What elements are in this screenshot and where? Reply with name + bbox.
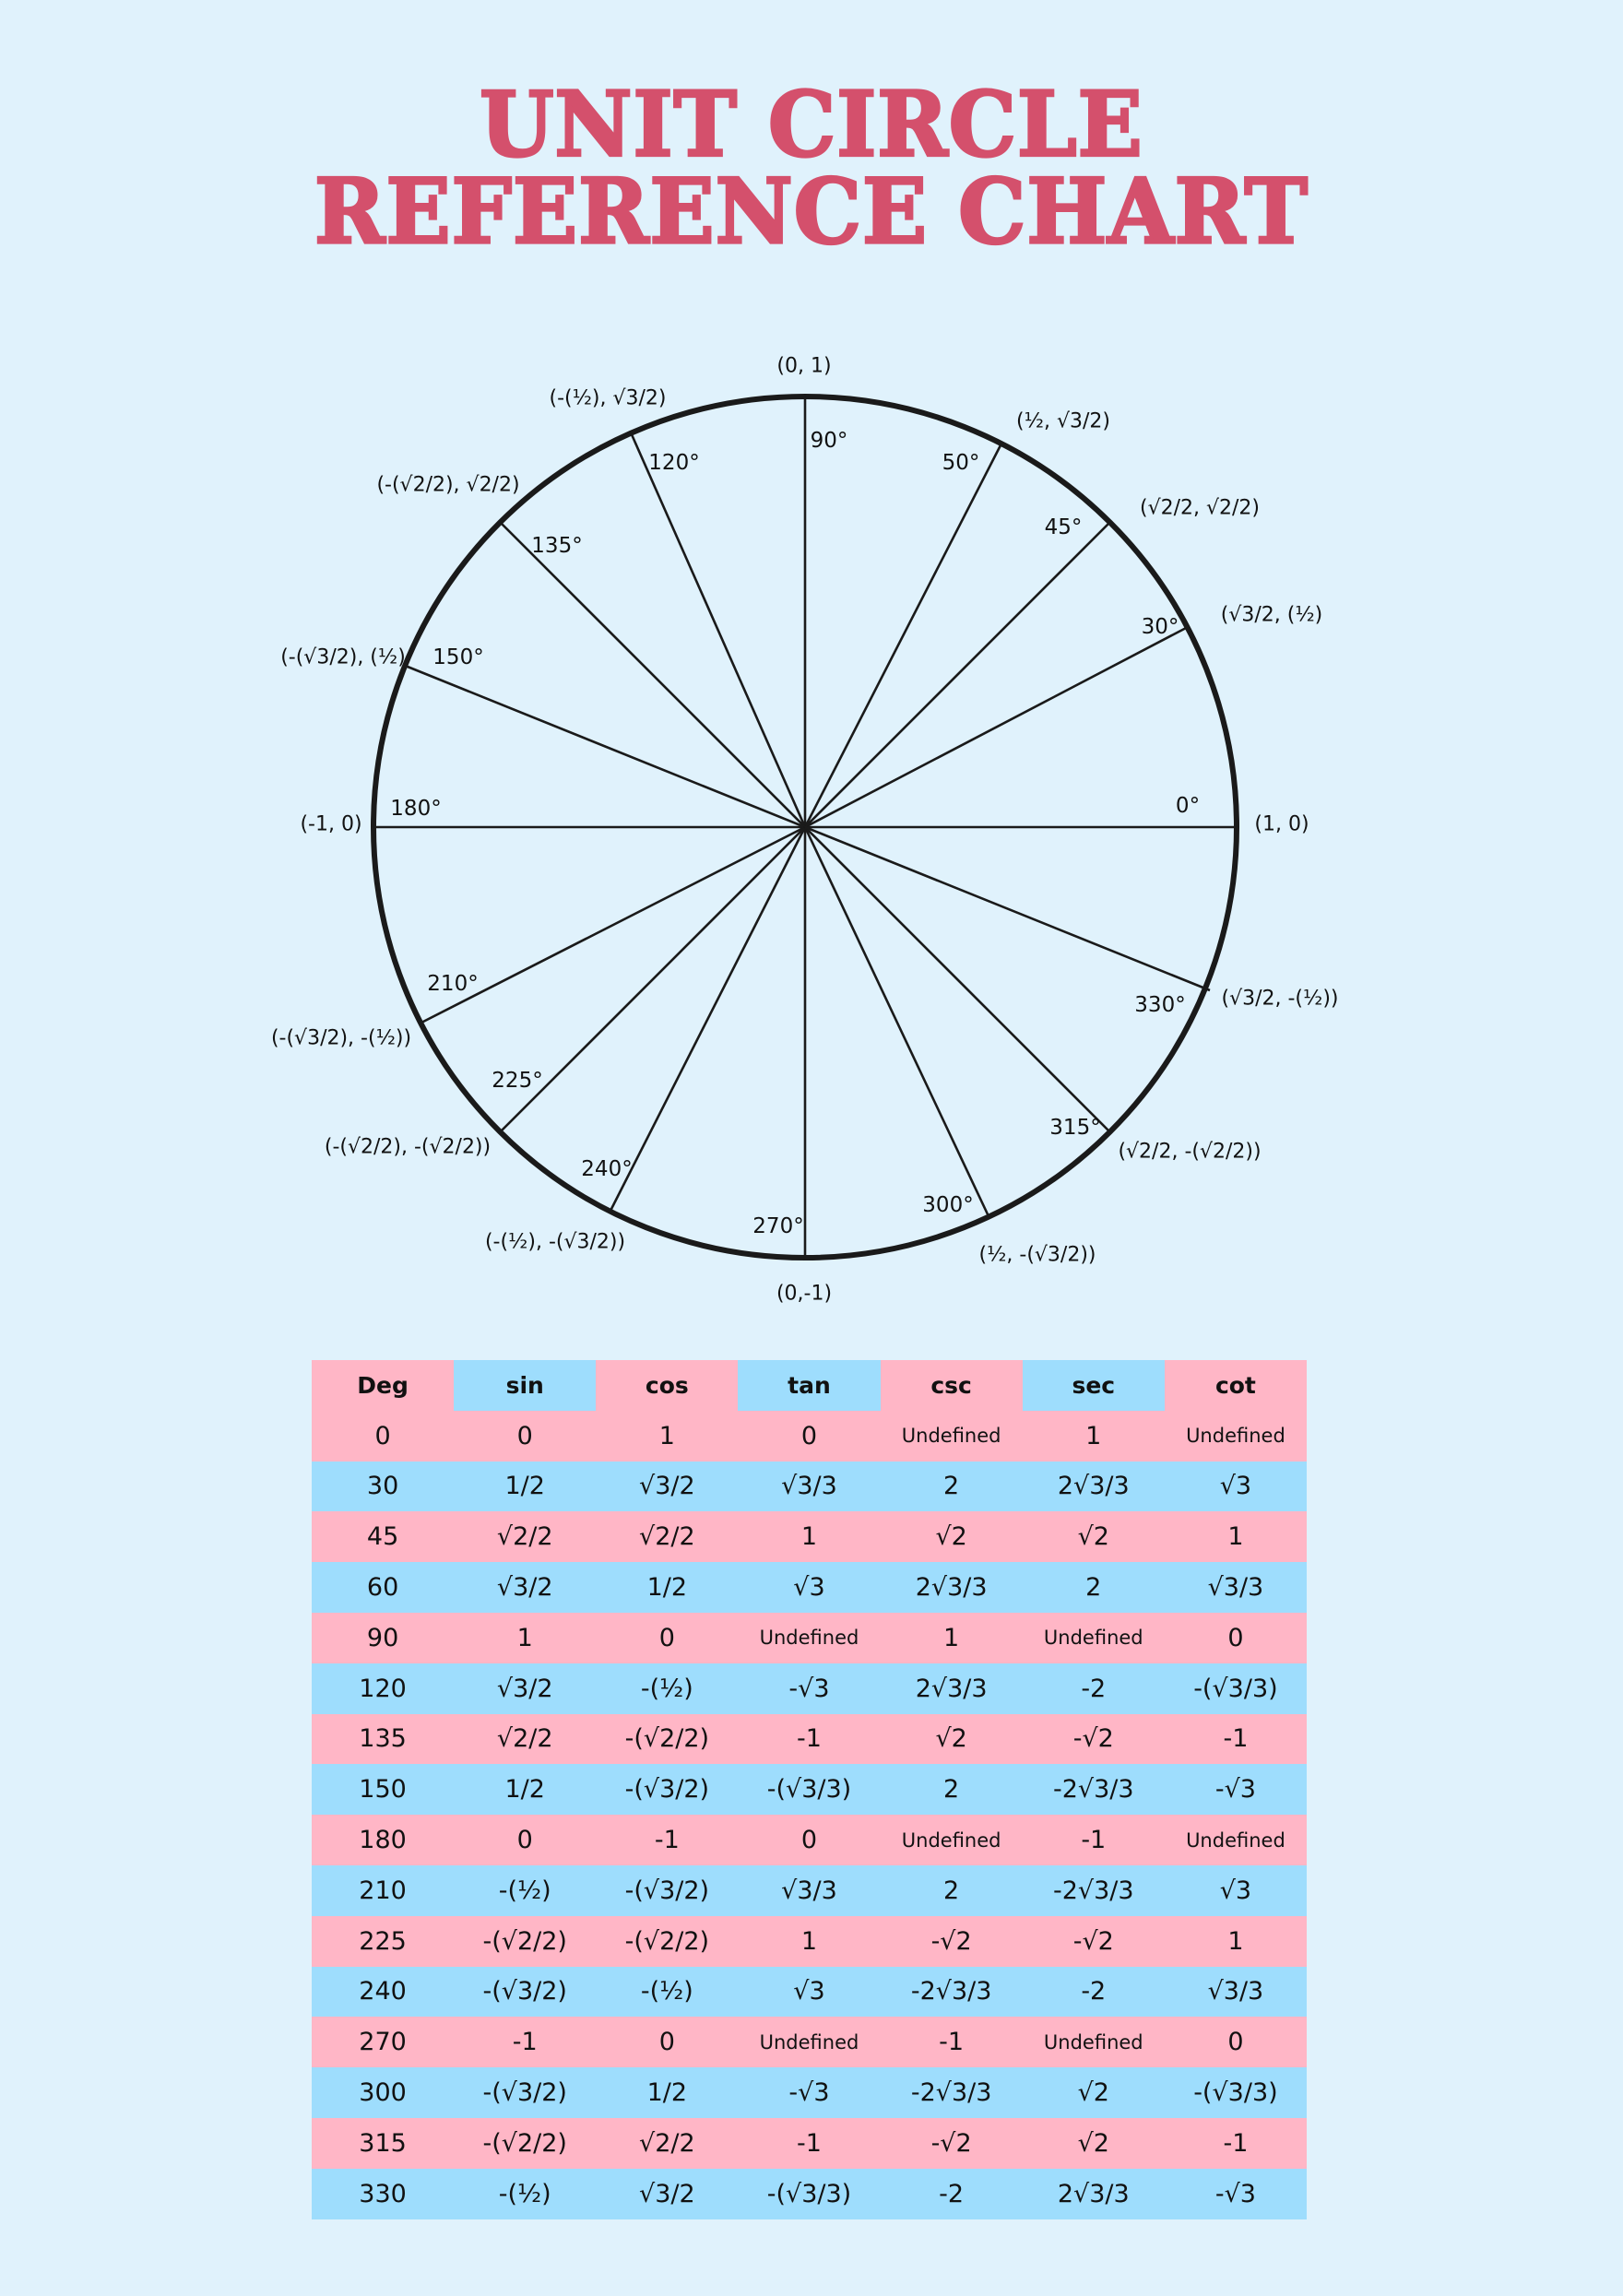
trig-values-table: [312, 1360, 1307, 2219]
coord-label-330: (√3/2, -(½)): [1221, 987, 1339, 1011]
table-cell-tan: √3: [738, 1562, 880, 1613]
degree-label-300: 300°: [922, 1193, 974, 1217]
table-cell-cot: √3/3: [1165, 1562, 1307, 1613]
table-cell-cos: -(½): [596, 1967, 738, 2018]
table-cell-sin: 0: [454, 1815, 596, 1865]
degree-label-150: 150°: [432, 645, 484, 669]
table-row: [312, 2067, 1307, 2118]
table-cell-tan: -(√3/3): [738, 1764, 880, 1815]
table-cell-sec: √2: [1023, 2067, 1165, 2118]
table-cell-tan: √3/3: [738, 1462, 880, 1512]
table-cell-cot: 0: [1165, 1613, 1307, 1663]
table-cell-csc: 2√3/3: [881, 1562, 1023, 1613]
table-cell-cot: Undefined: [1165, 1411, 1307, 1462]
degree-label-30: 30°: [1141, 615, 1179, 639]
radius-lines: [373, 396, 1237, 1258]
table-cell-csc: -√2: [881, 2118, 1023, 2169]
table-cell-sec: 1: [1023, 1411, 1165, 1462]
table-cell-tan: Undefined: [738, 2017, 880, 2067]
coord-label-30: (√3/2, (½): [1220, 603, 1323, 627]
coord-label-240: (-(½), -(√3/2)): [484, 1230, 626, 1254]
coord-label-180: (-1, 0): [300, 812, 362, 836]
degree-label-0: 0°: [1175, 794, 1201, 818]
table-cell-deg: 270: [312, 2017, 454, 2067]
table-cell-cot: √3: [1165, 1865, 1307, 1916]
table-cell-sin: -(½): [454, 1865, 596, 1916]
table-cell-cot: -(√3/3): [1165, 1663, 1307, 1714]
header-tan: tan: [738, 1360, 880, 1411]
table-cell-csc: -2√3/3: [881, 2067, 1023, 2118]
coord-label-45: (√2/2, √2/2): [1139, 496, 1261, 520]
coord-label-315: (√2/2, -(√2/2)): [1118, 1140, 1262, 1164]
degree-label-90: 90°: [810, 429, 848, 453]
table-cell-csc: 2√3/3: [881, 1663, 1023, 1714]
table-row: [312, 1967, 1307, 2018]
degree-label-240: 240°: [581, 1157, 633, 1181]
table-row: [312, 1562, 1307, 1613]
table-row: [312, 1511, 1307, 1562]
table-cell-deg: 315: [312, 2118, 454, 2169]
table-row: [312, 1462, 1307, 1512]
table-cell-sec: -2√3/3: [1023, 1764, 1165, 1815]
table-cell-cot: Undefined: [1165, 1815, 1307, 1865]
table-row: [312, 1916, 1307, 1967]
table-cell-cos: √2/2: [596, 1511, 738, 1562]
table-cell-csc: Undefined: [881, 1411, 1023, 1462]
table-header-row: [312, 1360, 1307, 1411]
table-cell-tan: 1: [738, 1511, 880, 1562]
table-cell-cos: -(√3/2): [596, 1865, 738, 1916]
degree-label-225: 225°: [492, 1069, 543, 1093]
table-cell-sec: -√2: [1023, 1916, 1165, 1967]
coord-label-225: (-(√2/2), -(√2/2)): [324, 1135, 492, 1159]
table-cell-sin: -(√2/2): [454, 2118, 596, 2169]
coord-label-50: (½, √3/2): [1016, 409, 1110, 433]
table-cell-sin: -(√3/2): [454, 1967, 596, 2018]
header-cos: cos: [596, 1360, 738, 1411]
table-cell-csc: 2: [881, 1764, 1023, 1815]
table-row: [312, 1764, 1307, 1815]
table-cell-sec: 2: [1023, 1562, 1165, 1613]
degree-label-120: 120°: [648, 451, 700, 475]
table-cell-sec: -2: [1023, 1967, 1165, 2018]
header-cot: cot: [1165, 1360, 1307, 1411]
table-cell-tan: -1: [738, 2118, 880, 2169]
table-cell-cot: 1: [1165, 1916, 1307, 1967]
table-cell-deg: 180: [312, 1815, 454, 1865]
table-cell-deg: 225: [312, 1916, 454, 1967]
table-row: [312, 1815, 1307, 1865]
table-cell-deg: 45: [312, 1511, 454, 1562]
table-cell-sec: -√2: [1023, 1714, 1165, 1765]
header-deg: Deg: [312, 1360, 454, 1411]
table-row: [312, 1663, 1307, 1714]
table-cell-sin: 1/2: [454, 1462, 596, 1512]
table-cell-csc: Undefined: [881, 1815, 1023, 1865]
table-cell-deg: 60: [312, 1562, 454, 1613]
table-cell-sin: √2/2: [454, 1511, 596, 1562]
table-cell-deg: 210: [312, 1865, 454, 1916]
table-cell-sec: -2: [1023, 1663, 1165, 1714]
table-cell-cos: 1: [596, 1411, 738, 1462]
table-cell-cos: -1: [596, 1815, 738, 1865]
table-row: [312, 1714, 1307, 1765]
table-row: [312, 1411, 1307, 1462]
degree-label-135: 135°: [531, 534, 583, 558]
table-cell-tan: 1: [738, 1916, 880, 1967]
table-cell-tan: -√3: [738, 2067, 880, 2118]
table-cell-sec: Undefined: [1023, 1613, 1165, 1663]
table-cell-tan: 0: [738, 1411, 880, 1462]
table-cell-tan: 0: [738, 1815, 880, 1865]
table-cell-sin: 1/2: [454, 1764, 596, 1815]
table-cell-sin: 1: [454, 1613, 596, 1663]
table-cell-sin: -(½): [454, 2169, 596, 2219]
table-cell-cot: -1: [1165, 1714, 1307, 1765]
table-cell-tan: √3/3: [738, 1865, 880, 1916]
table-cell-cos: -(√3/2): [596, 1764, 738, 1815]
coord-label-0: (1, 0): [1254, 812, 1309, 836]
degree-label-50: 50°: [942, 451, 980, 475]
table-cell-sin: √2/2: [454, 1714, 596, 1765]
degree-label-45: 45°: [1044, 515, 1083, 539]
coord-label-270: (0,-1): [776, 1282, 833, 1306]
table-cell-deg: 330: [312, 2169, 454, 2219]
table-cell-tan: Undefined: [738, 1613, 880, 1663]
table-cell-tan: √3: [738, 1967, 880, 2018]
table-cell-cot: √3: [1165, 1462, 1307, 1512]
table-cell-cot: -1: [1165, 2118, 1307, 2169]
table-cell-sin: √3/2: [454, 1562, 596, 1613]
table-cell-cos: -(√2/2): [596, 1916, 738, 1967]
table-cell-cot: √3/3: [1165, 1967, 1307, 2018]
table-cell-deg: 90: [312, 1613, 454, 1663]
table-cell-sin: 0: [454, 1411, 596, 1462]
table-cell-csc: -√2: [881, 1916, 1023, 1967]
table-cell-tan: -√3: [738, 1663, 880, 1714]
table-cell-csc: -2√3/3: [881, 1967, 1023, 2018]
table-cell-deg: 30: [312, 1462, 454, 1512]
title-line-1: UNIT CIRCLE: [480, 72, 1143, 177]
table-cell-sec: Undefined: [1023, 2017, 1165, 2067]
table-cell-cos: 1/2: [596, 1562, 738, 1613]
coord-label-135: (-(√2/2), √2/2): [376, 473, 520, 497]
table-cell-deg: 150: [312, 1764, 454, 1815]
table-cell-cos: √3/2: [596, 1462, 738, 1512]
header-sin: sin: [454, 1360, 596, 1411]
table-cell-cos: √2/2: [596, 2118, 738, 2169]
table-cell-sec: √2: [1023, 2118, 1165, 2169]
table-row: [312, 2017, 1307, 2067]
title-line-2: REFERENCE CHART: [314, 159, 1309, 264]
degree-label-315: 315°: [1049, 1116, 1101, 1140]
table-cell-csc: √2: [881, 1511, 1023, 1562]
table-cell-deg: 240: [312, 1967, 454, 2018]
table-cell-csc: -1: [881, 2017, 1023, 2067]
table-cell-cot: -√3: [1165, 2169, 1307, 2219]
table-cell-cos: -(½): [596, 1663, 738, 1714]
table-cell-csc: -2: [881, 2169, 1023, 2219]
table-cell-sin: -(√3/2): [454, 2067, 596, 2118]
table-cell-deg: 120: [312, 1663, 454, 1714]
table-cell-csc: 1: [881, 1613, 1023, 1663]
coord-label-90: (0, 1): [776, 354, 832, 378]
table-cell-sin: -(√2/2): [454, 1916, 596, 1967]
table-cell-cos: √3/2: [596, 2169, 738, 2219]
coord-label-300: (½, -(√3/2)): [978, 1243, 1096, 1267]
table-cell-csc: 2: [881, 1865, 1023, 1916]
coord-label-210: (-(√3/2), -(½)): [270, 1026, 412, 1050]
table-cell-csc: √2: [881, 1714, 1023, 1765]
table-cell-tan: -(√3/3): [738, 2169, 880, 2219]
table-row: [312, 1613, 1307, 1663]
degree-label-210: 210°: [427, 972, 479, 996]
table-cell-sec: -2√3/3: [1023, 1865, 1165, 1916]
table-row: [312, 2118, 1307, 2169]
table-cell-sec: -1: [1023, 1815, 1165, 1865]
table-cell-sec: 2√3/3: [1023, 1462, 1165, 1512]
degree-label-270: 270°: [752, 1214, 804, 1238]
table-row: [312, 1865, 1307, 1916]
degree-label-330: 330°: [1134, 993, 1186, 1017]
table-cell-cos: -(√2/2): [596, 1714, 738, 1765]
table-cell-cos: 1/2: [596, 2067, 738, 2118]
table-cell-sin: √3/2: [454, 1663, 596, 1714]
table-row: [312, 2169, 1307, 2219]
table-cell-cos: 0: [596, 2017, 738, 2067]
table-cell-sin: -1: [454, 2017, 596, 2067]
table-cell-sec: √2: [1023, 1511, 1165, 1562]
coord-label-150: (-(√3/2), (½): [280, 645, 406, 669]
table-cell-cot: 0: [1165, 2017, 1307, 2067]
table-cell-cot: 1: [1165, 1511, 1307, 1562]
table-cell-csc: 2: [881, 1462, 1023, 1512]
table-cell-deg: 135: [312, 1714, 454, 1765]
table-cell-cot: -(√3/3): [1165, 2067, 1307, 2118]
degree-label-180: 180°: [390, 797, 442, 821]
table-cell-deg: 300: [312, 2067, 454, 2118]
header-csc: csc: [881, 1360, 1023, 1411]
header-sec: sec: [1023, 1360, 1165, 1411]
table-cell-deg: 0: [312, 1411, 454, 1462]
table-cell-tan: -1: [738, 1714, 880, 1765]
coord-label-120: (-(½), √3/2): [549, 386, 667, 410]
table-cell-cos: 0: [596, 1613, 738, 1663]
table-cell-sec: 2√3/3: [1023, 2169, 1165, 2219]
table-cell-cot: -√3: [1165, 1764, 1307, 1815]
